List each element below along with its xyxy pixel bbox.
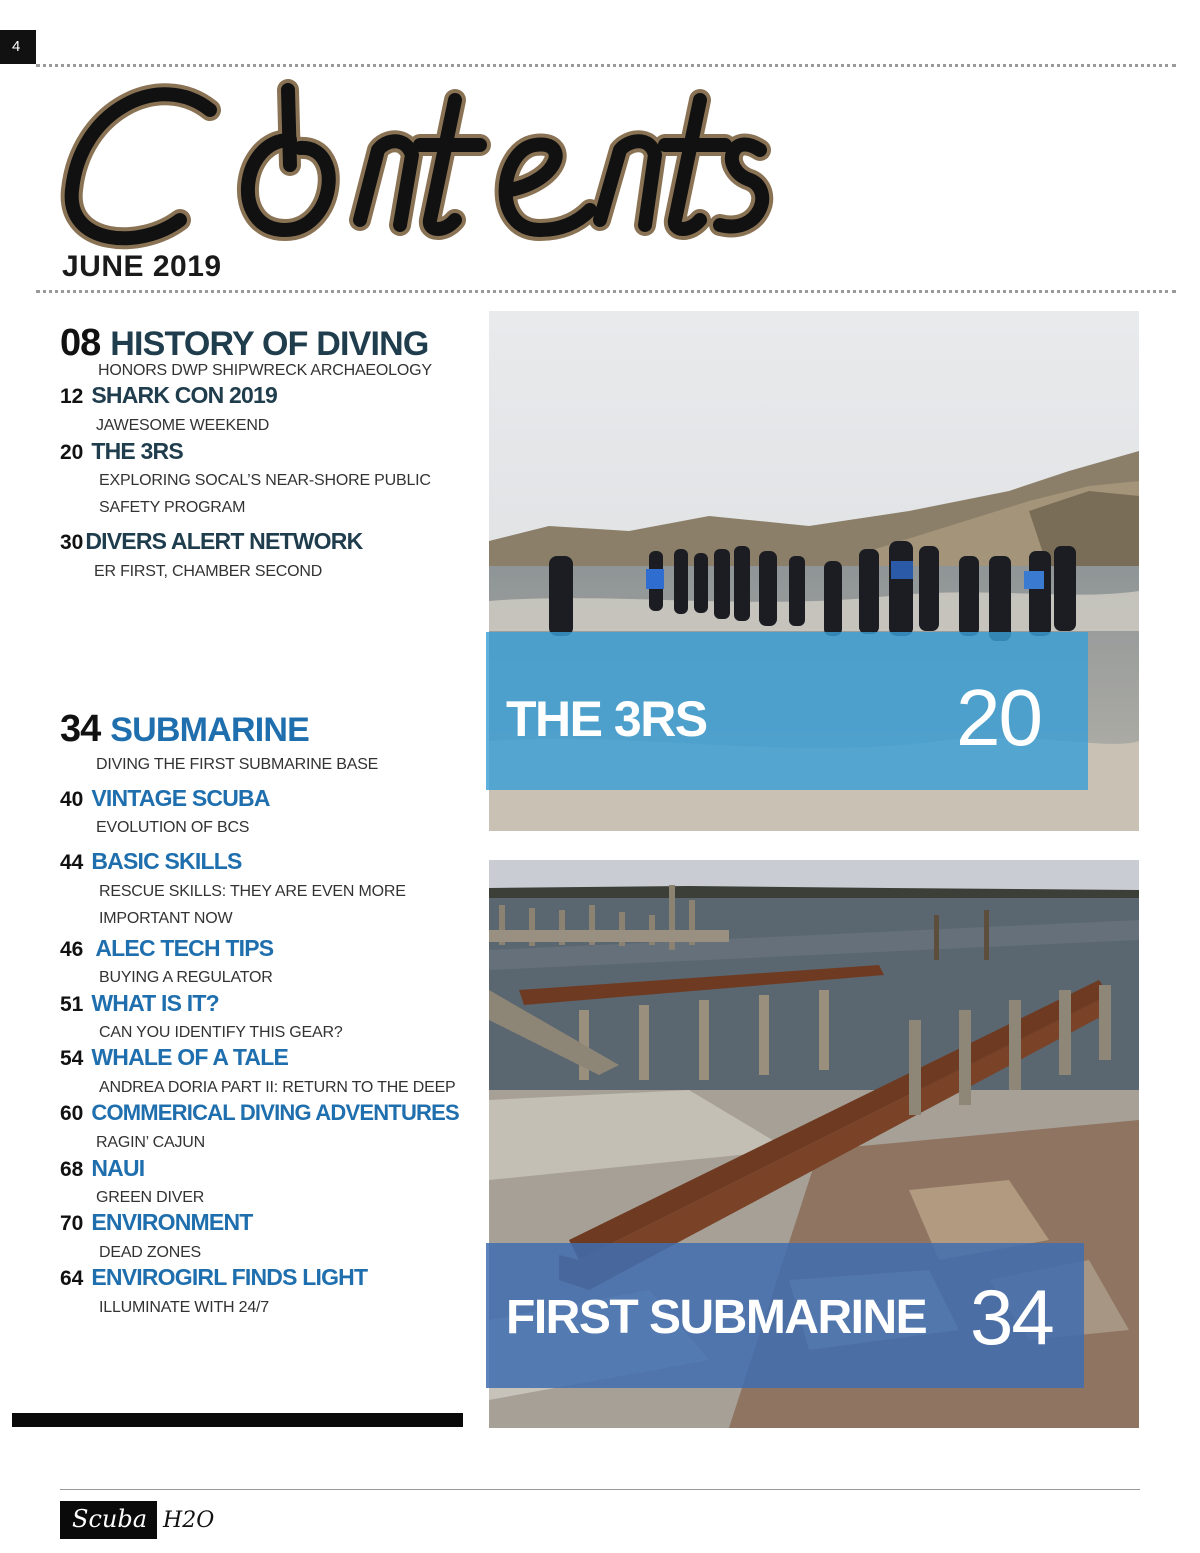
toc-entry[interactable] (60, 382, 277, 409)
toc-page-number: 30 (60, 531, 84, 554)
toc-title: VINTAGE SCUBA (91, 785, 270, 811)
toc-page-number: 68 (60, 1158, 84, 1181)
toc-subtitle: ILLUMINATE WITH 24/7 (99, 1299, 269, 1316)
toc-page-number: 46 (60, 938, 84, 961)
feature-page-number: 34 (970, 1273, 1053, 1361)
toc-subtitle: RAGIN’ CAJUN (96, 1134, 206, 1151)
toc-subtitle: JAWESOME WEEKEND (96, 417, 270, 434)
footer-brand-primary: Scuba (60, 1501, 157, 1539)
toc-subtitle: BUYING A REGULATOR (99, 969, 273, 986)
section-rule (12, 1413, 463, 1427)
toc-title: HISTORY OF DIVING (110, 325, 429, 363)
toc-page-number: 44 (60, 851, 84, 874)
toc-entry[interactable] (60, 1100, 459, 1126)
footer-brand-secondary: H2O (163, 1507, 215, 1533)
toc-page-number: 08 (60, 322, 101, 364)
toc-entry[interactable] (60, 785, 270, 812)
toc-title: THE 3RS (91, 438, 183, 464)
toc-entry[interactable] (60, 1209, 253, 1236)
top-dotted-rule (36, 64, 1176, 67)
toc-entry[interactable] (60, 935, 273, 962)
issue-date: JUNE 2019 (62, 250, 222, 283)
toc-page-number: 12 (60, 385, 84, 408)
feature-title: THE 3RS (506, 691, 707, 747)
toc-title: SUBMARINE (110, 711, 309, 749)
toc-page-number: 34 (60, 708, 101, 750)
toc-page-number: 60 (60, 1102, 84, 1125)
masthead-contents-logo (60, 70, 780, 260)
toc-title: NAUI (91, 1155, 145, 1181)
toc-subtitle: DEAD ZONES (99, 1244, 202, 1261)
toc-title: ENVIROGIRL FINDS LIGHT (91, 1264, 368, 1290)
toc-entry[interactable] (60, 708, 309, 751)
toc-subtitle: SAFETY PROGRAM (99, 499, 246, 516)
toc-page-number: 70 (60, 1212, 84, 1235)
toc-title: COMMERICAL DIVING ADVENTURES (91, 1100, 459, 1125)
feature-title: FIRST SUBMARINE (506, 1291, 927, 1344)
toc-title: ALEC TECH TIPS (95, 935, 274, 961)
toc-title: WHAT IS IT? (91, 990, 219, 1016)
footer-logo (60, 1500, 214, 1540)
toc-entry[interactable] (60, 1155, 144, 1182)
toc-subtitle: DIVING THE FIRST SUBMARINE BASE (96, 756, 379, 773)
toc-subtitle: IMPORTANT NOW (99, 910, 233, 927)
toc-entry[interactable] (60, 528, 362, 555)
toc-entry[interactable] (60, 322, 429, 365)
toc-page-number: 51 (60, 993, 84, 1016)
toc-subtitle: CAN YOU IDENTIFY THIS GEAR? (99, 1024, 343, 1041)
toc-subtitle: ANDREA DORIA PART II: RETURN TO THE DEEP (99, 1079, 456, 1096)
toc-title: ENVIRONMENT (91, 1209, 253, 1235)
toc-title: DIVERS ALERT NETWORK (85, 528, 363, 554)
toc-page-number: 54 (60, 1047, 84, 1070)
toc-entry[interactable] (60, 848, 242, 875)
toc-subtitle: EXPLORING SOCAL’S NEAR-SHORE PUBLIC (99, 472, 431, 489)
toc-entry[interactable] (60, 438, 183, 465)
feature-page-number: 20 (956, 673, 1041, 762)
toc-entry[interactable] (60, 1264, 367, 1291)
toc-title: BASIC SKILLS (91, 848, 242, 874)
toc-subtitle: ER FIRST, CHAMBER SECOND (94, 563, 323, 580)
toc-page-number: 64 (60, 1267, 84, 1290)
footer-rule (60, 1489, 1140, 1490)
toc-page-number: 20 (60, 441, 84, 464)
toc-page-number: 40 (60, 788, 84, 811)
toc-subtitle: RESCUE SKILLS: THEY ARE EVEN MORE (99, 883, 406, 900)
toc-subtitle: HONORS DWP SHIPWRECK ARCHAEOLOGY (98, 362, 432, 379)
masthead-dotted-rule (36, 290, 1176, 293)
toc-entry[interactable] (60, 990, 219, 1017)
toc-entry[interactable] (60, 1044, 288, 1071)
toc-title: WHALE OF A TALE (91, 1044, 289, 1070)
toc-subtitle: EVOLUTION OF BCS (96, 819, 250, 836)
toc-subtitle: GREEN DIVER (96, 1189, 205, 1206)
page-number: 4 (0, 30, 36, 64)
toc-title: SHARK CON 2019 (91, 382, 277, 408)
